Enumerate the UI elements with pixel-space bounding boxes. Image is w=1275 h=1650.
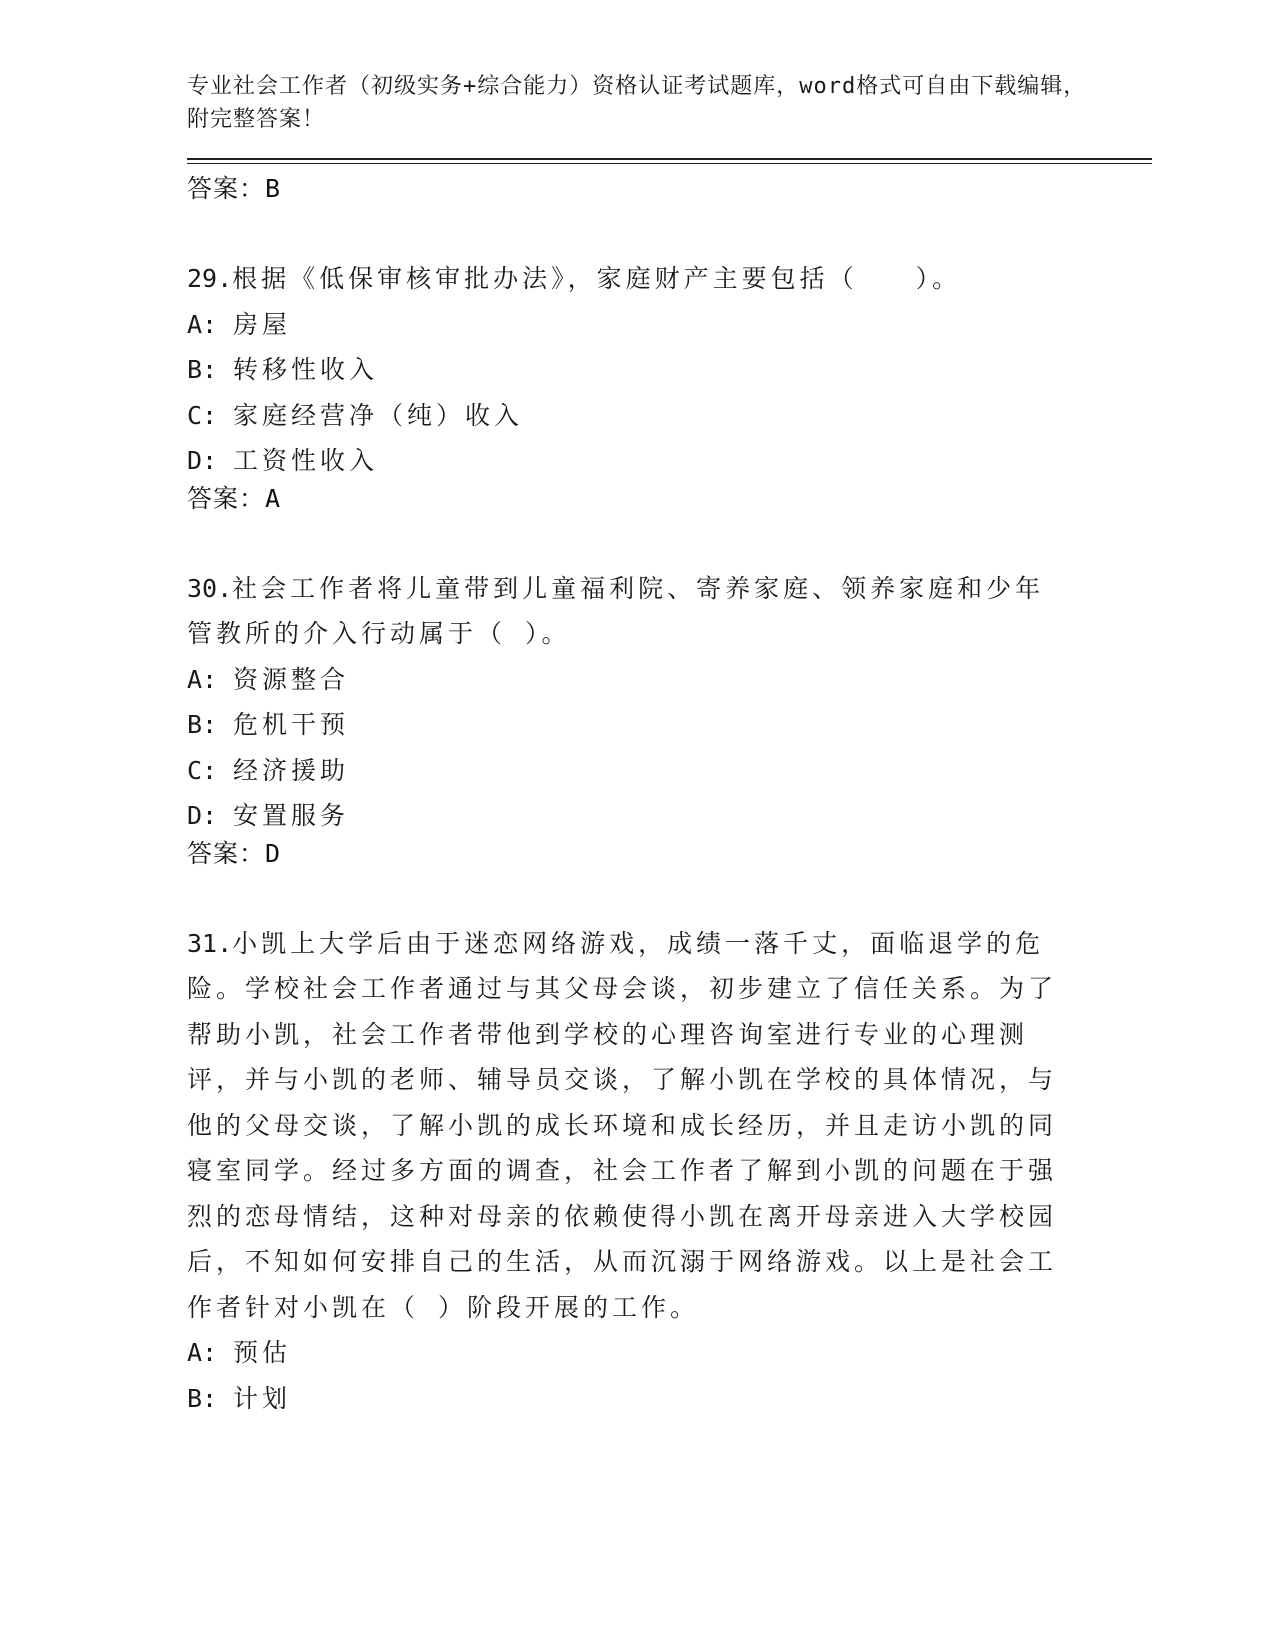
question-number: 30. bbox=[187, 573, 233, 603]
answer-label: 答案： bbox=[187, 483, 266, 513]
option-key: B: bbox=[187, 1383, 218, 1413]
option-text: 房屋 bbox=[233, 309, 292, 339]
question-text: 小凯上大学后由于迷恋网络游戏，成绩一落千丈，面临退学的危险。学校社会工作者通过与其父母会谈，初步建立了信任关系。为了帮助小凯，社会工作者带他到学校的心理咨询室进行专业的心理测评，并与小凯的老师、辅导员交谈，了解小凯在学校的具体情况，与他的父母交谈，了解小凯的成长环境和成长经历，并且走访小凯的同寝室同学。经过多方面的调查，社会工作者了解到小凯的问题在于强烈的恋母情结，这种对母亲的依赖使得小凯在离开母亲进入大学校园后，不知如何安排自己的生活，从而沉溺于网络游戏。以上是社会工作者针对小凯在（ ）阶段开展的工作。 bbox=[187, 928, 1058, 1322]
option-c bbox=[187, 748, 1152, 794]
document-page bbox=[187, 70, 1152, 1421]
option-key: B: bbox=[187, 355, 218, 384]
question-29 bbox=[187, 256, 1152, 529]
option-key: A: bbox=[187, 1338, 218, 1367]
option-key: D: bbox=[187, 801, 218, 830]
option-key: C: bbox=[187, 400, 218, 430]
document-header: 专业社会工作者（初级实务+综合能力）资格认证考试题库，word格式可自由下载编辑，附完整答案！ bbox=[187, 74, 1087, 132]
question-stem bbox=[187, 921, 1067, 1331]
option-text: 家庭经营净（纯）收入 bbox=[233, 400, 524, 430]
option-a bbox=[187, 1330, 1152, 1376]
answer-line bbox=[187, 174, 1152, 219]
option-a bbox=[187, 302, 1152, 348]
option-text: 工资性收入 bbox=[233, 446, 379, 475]
question-text: 社会工作者将儿童带到儿童福利院、寄养家庭、领养家庭和少年管教所的介入行动属于（ ）。 bbox=[187, 573, 1045, 648]
answer-line bbox=[187, 484, 1152, 529]
question-stem bbox=[187, 566, 1067, 657]
answer-label: 答案： bbox=[187, 174, 266, 203]
option-key: A: bbox=[187, 664, 218, 694]
option-a bbox=[187, 657, 1152, 703]
option-key: A: bbox=[187, 309, 218, 339]
option-text: 资源整合 bbox=[233, 664, 350, 694]
question-31 bbox=[187, 921, 1152, 1422]
option-d bbox=[187, 438, 1152, 484]
option-text: 预估 bbox=[233, 1338, 292, 1367]
header-divider bbox=[187, 158, 1152, 160]
option-c bbox=[187, 393, 1152, 439]
option-b bbox=[187, 702, 1152, 748]
question-number: 29. bbox=[187, 264, 233, 293]
answer-value: B bbox=[265, 174, 282, 203]
option-d bbox=[187, 793, 1152, 839]
question-number: 31. bbox=[187, 928, 233, 958]
answer-value: D bbox=[265, 838, 282, 868]
option-key: C: bbox=[187, 755, 218, 785]
option-b bbox=[187, 347, 1152, 393]
option-text: 经济援助 bbox=[233, 755, 350, 785]
option-text: 安置服务 bbox=[233, 801, 350, 830]
question-text: 根据《低保审核审批办法》，家庭财产主要包括（ ）。 bbox=[232, 264, 962, 293]
option-text: 危机干预 bbox=[233, 710, 350, 739]
option-key: B: bbox=[187, 710, 218, 739]
answer-value: A bbox=[265, 483, 282, 513]
answer-line bbox=[187, 839, 1152, 884]
question-stem bbox=[187, 256, 1067, 302]
option-key: D: bbox=[187, 446, 218, 475]
option-text: 转移性收入 bbox=[233, 355, 379, 384]
question-30 bbox=[187, 566, 1152, 884]
option-b bbox=[187, 1376, 1152, 1422]
answer-label: 答案： bbox=[187, 838, 266, 868]
option-text: 计划 bbox=[233, 1383, 292, 1413]
